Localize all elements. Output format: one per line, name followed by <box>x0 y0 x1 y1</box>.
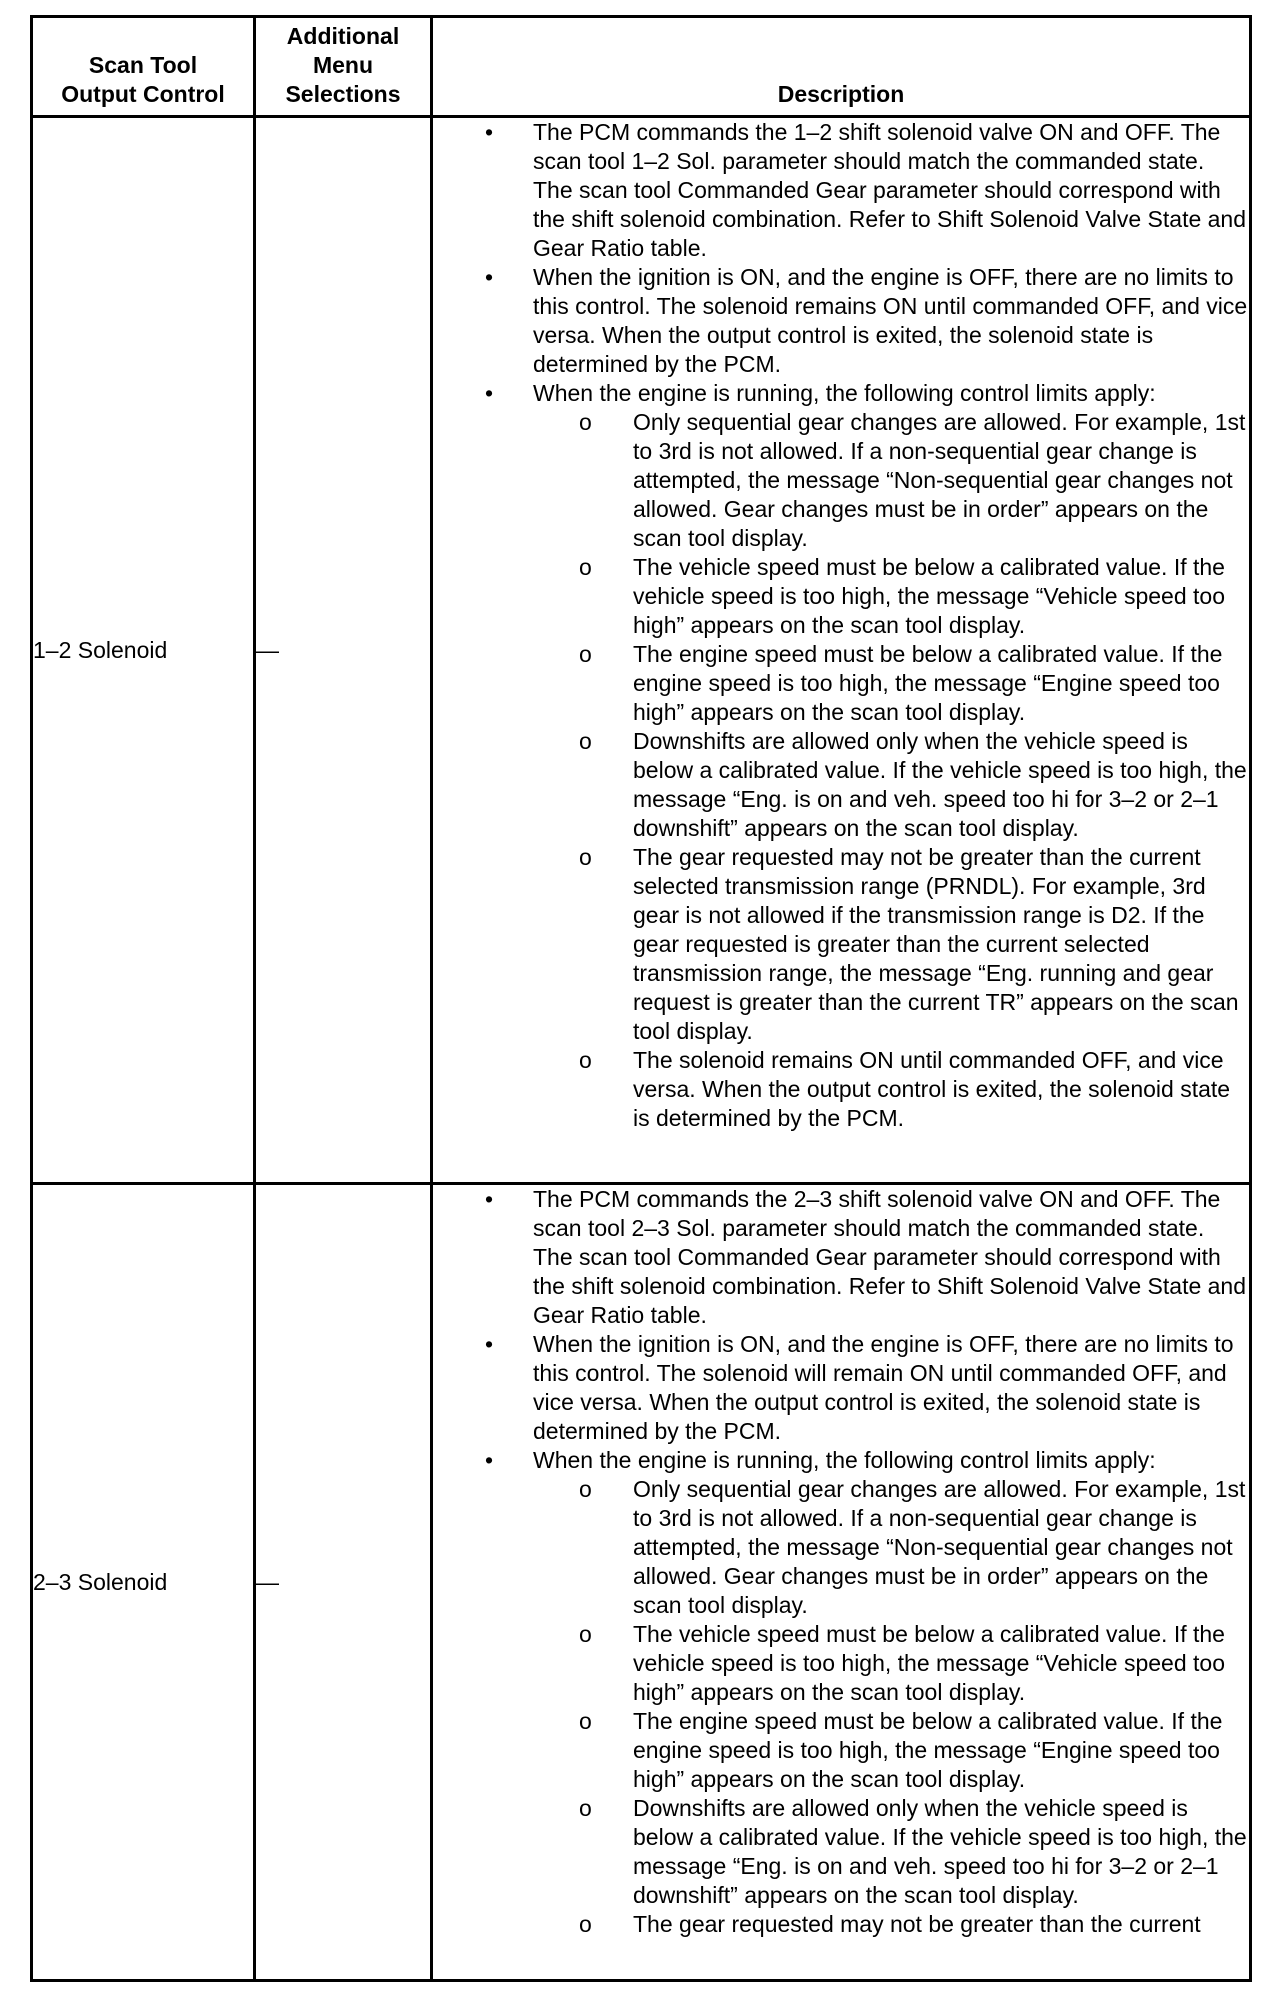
sub-bullet-item <box>533 1794 1249 1910</box>
menu-selection: — <box>255 1184 432 1981</box>
bullet-item <box>433 379 1249 1133</box>
circle-bullet-icon: o <box>579 728 592 754</box>
sub-bullet-text: The solenoid remains ON until commanded OFF, and vice versa. When the output control is exited, the solenoid state is determined by the PCM. <box>633 1047 1231 1131</box>
bullet-item <box>433 1185 1249 1330</box>
sub-bullet-text: Downshifts are allowed only when the vehicle speed is below a calibrated value. If the vehicle speed is too high, the message “Eng. is on and veh. speed too hi for 3–2 or 2–1 downshift” appears on the scan tool display. <box>633 728 1247 841</box>
circle-bullet-icon: o <box>579 1476 592 1502</box>
bullet-icon: • <box>485 1186 494 1212</box>
header-col3-line: Description <box>777 81 905 107</box>
circle-bullet-icon: o <box>579 1795 592 1821</box>
bullet-list <box>433 1185 1249 1939</box>
bullet-item <box>433 1330 1249 1446</box>
bullet-text: When the engine is running, the following control limits apply: <box>533 380 1156 406</box>
sub-bullet-item <box>533 843 1249 1046</box>
description-cell <box>432 1184 1251 1981</box>
table-header-row <box>32 17 1251 117</box>
circle-bullet-icon: o <box>579 641 592 667</box>
sub-bullet-list <box>533 408 1249 1133</box>
sub-bullet-text: Only sequential gear changes are allowed. For example, 1st to 3rd is not allowed. If a non-sequential gear change is attempted, the message “Non-sequential gear changes not allowed. Gear changes must be in order” appears on the scan tool display. <box>633 409 1246 551</box>
output-control-name: 2–3 Solenoid <box>32 1184 255 1981</box>
header-col1-line: Scan Tool <box>88 52 198 78</box>
bullet-icon: • <box>485 119 494 145</box>
sub-bullet-item <box>533 408 1249 553</box>
header-additional-menu-selections <box>255 17 432 117</box>
sub-bullet-text: The engine speed must be below a calibrated value. If the engine speed is too high, the message “Engine speed too high” appears on the scan tool display. <box>633 1708 1223 1792</box>
sub-bullet-item <box>533 553 1249 640</box>
sub-bullet-text: Only sequential gear changes are allowed. For example, 1st to 3rd is not allowed. If a non-sequential gear change is attempted, the message “Non-sequential gear changes not allowed. Gear changes must be in order” appears on the scan tool display. <box>633 1476 1246 1618</box>
bullet-text: When the engine is running, the following control limits apply: <box>533 1447 1156 1473</box>
sub-bullet-item <box>533 1475 1249 1620</box>
header-col2-line: Menu <box>312 52 374 78</box>
sub-bullet-item <box>533 1620 1249 1707</box>
bullet-item <box>433 1446 1249 1939</box>
bullet-item <box>433 118 1249 263</box>
header-description <box>432 17 1251 117</box>
circle-bullet-icon: o <box>579 554 592 580</box>
header-scan-tool-output-control <box>32 17 255 117</box>
circle-bullet-icon: o <box>579 409 592 435</box>
bullet-icon: • <box>485 1331 494 1357</box>
sub-bullet-text: The engine speed must be below a calibrated value. If the engine speed is too high, the message “Engine speed too high” appears on the scan tool display. <box>633 641 1223 725</box>
bullet-text: The PCM commands the 2–3 shift solenoid valve ON and OFF. The scan tool 2–3 Sol. parameter should match the commanded state. The scan tool Commanded Gear parameter should correspond with the shift solenoid combination. Refer to Shift Solenoid Valve State and Gear Ratio table. <box>533 1186 1247 1328</box>
sub-bullet-text: Downshifts are allowed only when the vehicle speed is below a calibrated value. If the vehicle speed is too high, the message “Eng. is on and veh. speed too hi for 3–2 or 2–1 downshift” appears on the scan tool display. <box>633 1795 1247 1908</box>
circle-bullet-icon: o <box>579 1911 592 1937</box>
sub-bullet-text: The vehicle speed must be below a calibrated value. If the vehicle speed is too high, the message “Vehicle speed too high” appears on the scan tool display. <box>633 554 1225 638</box>
table-row <box>32 1184 1251 1981</box>
sub-bullet-item <box>533 727 1249 843</box>
circle-bullet-icon: o <box>579 844 592 870</box>
circle-bullet-icon: o <box>579 1047 592 1073</box>
bullet-list <box>433 118 1249 1133</box>
menu-selection: — <box>255 117 432 1184</box>
bullet-text: When the ignition is ON, and the engine is OFF, there are no limits to this control. The solenoid will remain ON until commanded OFF, and vice versa. When the output control is exited, the solenoid state is determined by the PCM. <box>533 1331 1234 1444</box>
description-cell <box>432 117 1251 1184</box>
scan-tool-output-control-table <box>30 15 1252 1982</box>
bullet-icon: • <box>485 264 494 290</box>
bullet-icon: • <box>485 1447 494 1473</box>
sub-bullet-item <box>533 1046 1249 1133</box>
output-control-name: 1–2 Solenoid <box>32 117 255 1184</box>
bullet-icon: • <box>485 380 494 406</box>
sub-bullet-item <box>533 640 1249 727</box>
sub-bullet-text: The vehicle speed must be below a calibrated value. If the vehicle speed is too high, the message “Vehicle speed too high” appears on the scan tool display. <box>633 1621 1225 1705</box>
sub-bullet-item <box>533 1707 1249 1794</box>
sub-bullet-item <box>533 1910 1249 1939</box>
sub-bullet-text: The gear requested may not be greater than the current <box>633 1911 1201 1937</box>
circle-bullet-icon: o <box>579 1621 592 1647</box>
header-col2-line: Additional <box>286 23 400 49</box>
bullet-item <box>433 263 1249 379</box>
header-col2-line: Selections <box>285 81 401 107</box>
sub-bullet-text: The gear requested may not be greater than the current selected transmission range (PRNDL). For example, 3rd gear is not allowed if the transmission range is D2. If the gear requested is greater than the current selected transmission range, the message “Eng. running and gear request is greater than the current TR” appears on the scan tool display. <box>633 844 1239 1044</box>
header-col1-line: Output Control <box>61 81 225 107</box>
table-row <box>32 117 1251 1184</box>
bullet-text: The PCM commands the 1–2 shift solenoid valve ON and OFF. The scan tool 1–2 Sol. parameter should match the commanded state. The scan tool Commanded Gear parameter should correspond with the shift solenoid combination. Refer to Shift Solenoid Valve State and Gear Ratio table. <box>533 119 1247 261</box>
sub-bullet-list <box>533 1475 1249 1939</box>
circle-bullet-icon: o <box>579 1708 592 1734</box>
bullet-text: When the ignition is ON, and the engine is OFF, there are no limits to this control. The solenoid remains ON until commanded OFF, and vice versa. When the output control is exited, the solenoid state is determined by the PCM. <box>533 264 1248 377</box>
